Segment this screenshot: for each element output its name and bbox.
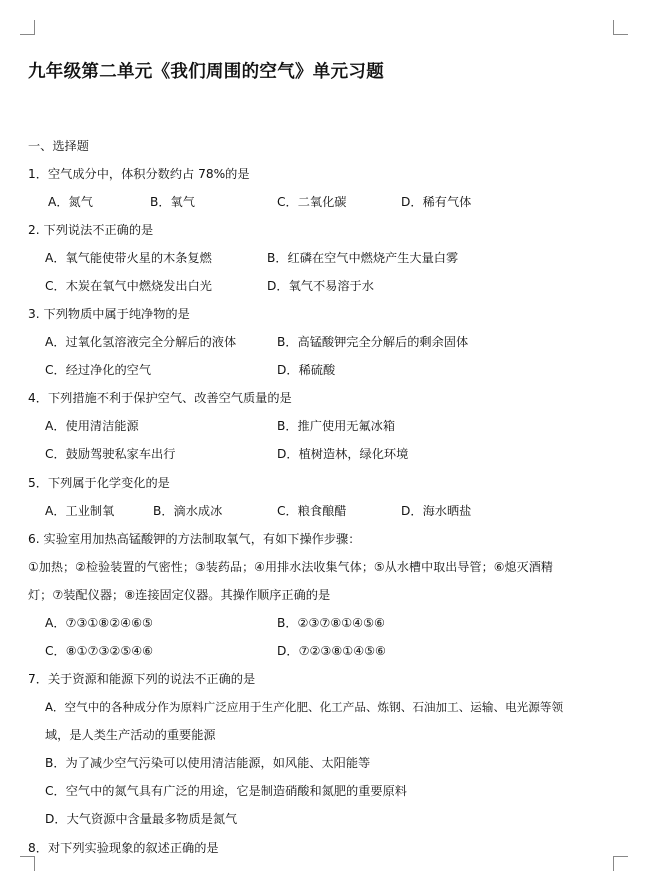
question-2-option-c: C．木炭在氧气中燃烧发出白光 xyxy=(45,279,212,293)
question-4-option-b: B．推广使用无氟冰箱 xyxy=(277,419,396,433)
question-1-stem: 1．空气成分中，体积分数约占 78%的是 xyxy=(28,167,250,181)
question-4-option-c: C．鼓励驾驶私家车出行 xyxy=(45,447,176,461)
question-3-option-d: D．稀硫酸 xyxy=(277,363,336,377)
page-title: 九年级第二单元《我们周围的空气》单元习题 xyxy=(28,62,384,82)
question-6-option-a: A．⑦③①⑧②④⑥⑤ xyxy=(45,616,153,630)
question-6-option-b: B．②③⑦⑧①④⑤⑥ xyxy=(277,616,385,630)
crop-mark-bottom-left xyxy=(20,856,35,871)
question-5-option-b: B．滴水成冰 xyxy=(153,504,223,518)
question-3-option-c: C．经过净化的空气 xyxy=(45,363,152,377)
question-1-option-a: A．氮气 xyxy=(48,195,93,209)
question-7-option-c: C．空气中的氮气具有广泛的用途，它是制造硝酸和氮肥的重要原料 xyxy=(45,784,407,798)
crop-mark-top-right xyxy=(613,20,628,35)
question-6-steps: ①加热；②检验装置的气密性；③装药品；④用排水法收集气体；⑤从水槽中取出导管；⑥熄灭酒精 xyxy=(28,560,553,574)
question-2-option-b: B．红磷在空气中燃烧产生大量白雾 xyxy=(267,251,459,265)
question-8-stem: 8．对下列实验现象的叙述正确的是 xyxy=(28,841,219,855)
question-5-option-c: C．粮食酿醋 xyxy=(277,504,347,518)
question-6-option-d: D．⑦②③⑧①④⑤⑥ xyxy=(277,644,386,658)
question-4-option-a: A．使用清洁能源 xyxy=(45,419,139,433)
question-3-option-b: B．高锰酸钾完全分解后的剩余固体 xyxy=(277,335,469,349)
question-2-stem: 2. 下列说法不正确的是 xyxy=(28,223,154,237)
question-3-stem: 3. 下列物质中属于纯净物的是 xyxy=(28,307,190,321)
crop-mark-top-left xyxy=(20,20,35,35)
question-7-option-b: B．为了减少空气污染可以使用清洁能源，如风能、太阳能等 xyxy=(45,756,371,770)
question-4-option-d: D．植树造林，绿化环境 xyxy=(277,447,409,461)
question-5-option-a: A．工业制氧 xyxy=(45,504,115,518)
crop-mark-bottom-right xyxy=(613,856,628,871)
question-1-option-b: B．氧气 xyxy=(150,195,195,209)
question-7-stem: 7．关于资源和能源下列的说法不正确的是 xyxy=(28,672,256,686)
question-7-option-a: A．空气中的各种成分作为原料广泛应用于生产化肥、化工产品、炼钢、石油加工、运输、电光源等领 xyxy=(45,700,564,714)
question-2-option-a: A．氧气能使带火星的木条复燃 xyxy=(45,251,212,265)
question-4-stem: 4．下列措施不利于保护空气、改善空气质量的是 xyxy=(28,391,292,405)
question-6-steps-cont: 灯；⑦装配仪器；⑧连接固定仪器。其操作顺序正确的是 xyxy=(28,588,331,602)
question-2-option-d: D．氧气不易溶于水 xyxy=(267,279,374,293)
question-3-option-a: A．过氧化氢溶液完全分解后的液体 xyxy=(45,335,237,349)
question-7-option-a-cont: 域，是人类生产活动的重要能源 xyxy=(45,728,216,742)
question-5-option-d: D．海水晒盐 xyxy=(401,504,472,518)
question-6-stem: 6. 实验室用加热高锰酸钾的方法制取氧气，有如下操作步骤： xyxy=(28,532,361,546)
question-5-stem: 5．下列属于化学变化的是 xyxy=(28,476,170,490)
question-6-option-c: C．⑧①⑦③②⑤④⑥ xyxy=(45,644,154,658)
question-1-option-c: C．二氧化碳 xyxy=(277,195,347,209)
section-heading: 一、选择题 xyxy=(28,139,89,153)
question-1-option-d: D．稀有气体 xyxy=(401,195,472,209)
question-7-option-d: D．大气资源中含量最多物质是氮气 xyxy=(45,812,238,826)
